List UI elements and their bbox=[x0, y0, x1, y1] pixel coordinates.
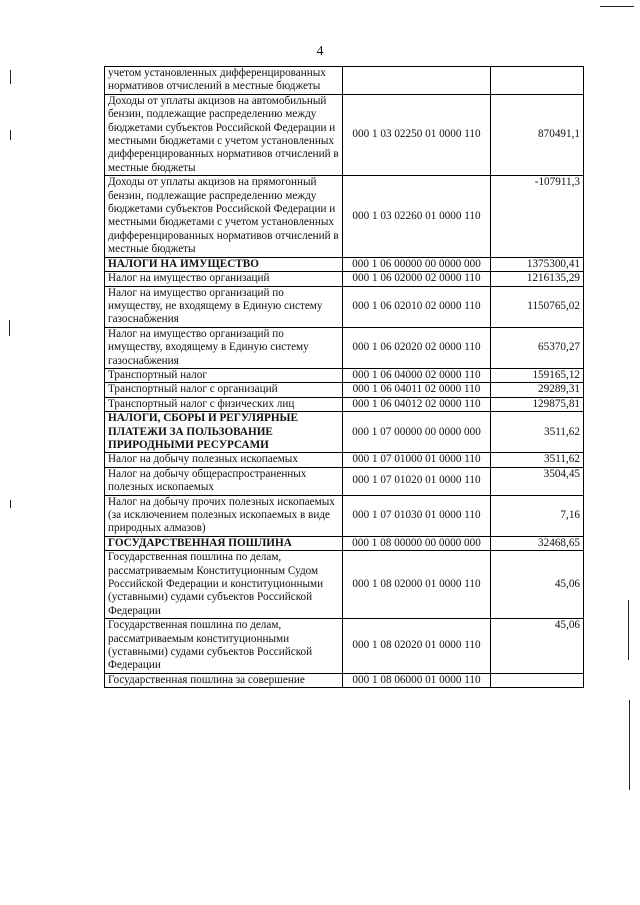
row-name: Налог на имущество организаций bbox=[105, 272, 343, 286]
scan-mark-left bbox=[10, 500, 11, 508]
row-name: Государственная пошлина по делам, рассматриваемым Конституционным Судом Российской Федерации и конституционными (уставными) судами субъектов Российской Федерации bbox=[105, 551, 343, 619]
table-row bbox=[105, 551, 584, 619]
table-row bbox=[105, 272, 584, 286]
row-code: 000 1 07 01020 01 0000 110 bbox=[343, 467, 491, 495]
row-code: 000 1 08 06000 01 0000 110 bbox=[343, 673, 491, 687]
row-amount: 159165,12 bbox=[491, 368, 584, 382]
revenue-table bbox=[104, 66, 584, 688]
row-amount: 45,06 bbox=[491, 619, 584, 674]
row-name: Налог на добычу общераспространенных полезных ископаемых bbox=[105, 467, 343, 495]
row-amount: -107911,3 bbox=[491, 176, 584, 257]
row-code: 000 1 06 04000 02 0000 110 bbox=[343, 368, 491, 382]
row-name: Доходы от уплаты акцизов на автомобильный бензин, подлежащие распределению между бюджетами субъектов Российской Федерации и местными бюджетами с учетом установленных дифференцированных нормативов отчислений в местные бюджеты bbox=[105, 94, 343, 175]
row-code: 000 1 03 02250 01 0000 110 bbox=[343, 94, 491, 175]
row-amount: 7,16 bbox=[491, 495, 584, 536]
scan-mark-left bbox=[10, 70, 11, 84]
row-code: 000 1 08 02020 01 0000 110 bbox=[343, 619, 491, 674]
row-code: 000 1 06 02020 02 0000 110 bbox=[343, 327, 491, 368]
page-number: 4 bbox=[316, 44, 324, 59]
row-amount: 870491,1 bbox=[491, 94, 584, 175]
row-code: 000 1 06 04012 02 0000 110 bbox=[343, 397, 491, 411]
row-name: Государственная пошлина по делам, рассматриваемым конституционными (уставными) судами субъектов Российской Федерации bbox=[105, 619, 343, 674]
row-amount: 32468,65 bbox=[491, 536, 584, 550]
row-amount: 45,06 bbox=[491, 551, 584, 619]
row-amount: 3511,62 bbox=[491, 412, 584, 453]
row-code: 000 1 06 04011 02 0000 110 bbox=[343, 383, 491, 397]
row-name: НАЛОГИ, СБОРЫ И РЕГУЛЯРНЫЕ ПЛАТЕЖИ ЗА ПОЛЬЗОВАНИЕ ПРИРОДНЫМИ РЕСУРСАМИ bbox=[105, 412, 343, 453]
row-amount: 129875,81 bbox=[491, 397, 584, 411]
table-row bbox=[105, 176, 584, 257]
row-code: 000 1 03 02260 01 0000 110 bbox=[343, 176, 491, 257]
row-amount: 3504,45 bbox=[491, 467, 584, 495]
table-row bbox=[105, 453, 584, 467]
row-code: 000 1 07 00000 00 0000 000 bbox=[343, 412, 491, 453]
row-code: 000 1 08 02000 01 0000 110 bbox=[343, 551, 491, 619]
scan-mark-corner bbox=[600, 6, 634, 7]
row-amount: 3511,62 bbox=[491, 453, 584, 467]
row-name: НАЛОГИ НА ИМУЩЕСТВО bbox=[105, 257, 343, 271]
table-row bbox=[105, 383, 584, 397]
row-amount: 29289,31 bbox=[491, 383, 584, 397]
row-amount: 1375300,41 bbox=[491, 257, 584, 271]
row-name: учетом установленных дифференцированных нормативов отчислений в местные бюджеты bbox=[105, 67, 343, 95]
row-amount: 1216135,29 bbox=[491, 272, 584, 286]
row-code: 000 1 06 02010 02 0000 110 bbox=[343, 286, 491, 327]
table-row bbox=[105, 619, 584, 674]
row-code bbox=[343, 67, 491, 95]
row-name: Транспортный налог bbox=[105, 368, 343, 382]
table-row bbox=[105, 368, 584, 382]
table-row bbox=[105, 94, 584, 175]
table-row bbox=[105, 495, 584, 536]
row-amount bbox=[491, 673, 584, 687]
row-amount bbox=[491, 67, 584, 95]
scan-mark-left bbox=[10, 130, 11, 140]
row-name: Транспортный налог с физических лиц bbox=[105, 397, 343, 411]
row-name: ГОСУДАРСТВЕННАЯ ПОШЛИНА bbox=[105, 536, 343, 550]
row-name: Налог на имущество организаций по имуществу, не входящему в Единую систему газоснабжения bbox=[105, 286, 343, 327]
scan-mark-right bbox=[629, 700, 630, 790]
row-code: 000 1 08 00000 00 0000 000 bbox=[343, 536, 491, 550]
row-code: 000 1 07 01000 01 0000 110 bbox=[343, 453, 491, 467]
row-code: 000 1 06 02000 02 0000 110 bbox=[343, 272, 491, 286]
row-code: 000 1 07 01030 01 0000 110 bbox=[343, 495, 491, 536]
table-row bbox=[105, 673, 584, 687]
row-code: 000 1 06 00000 00 0000 000 bbox=[343, 257, 491, 271]
row-name: Налог на добычу полезных ископаемых bbox=[105, 453, 343, 467]
table-row bbox=[105, 412, 584, 453]
table-row bbox=[105, 67, 584, 95]
row-name: Налог на имущество организаций по имуществу, входящему в Единую систему газоснабжения bbox=[105, 327, 343, 368]
scan-mark-left bbox=[9, 320, 10, 336]
row-name: Доходы от уплаты акцизов на прямогонный бензин, подлежащие распределению между бюджетами субъектов Российской Федерации и местными бюджетами с учетом установленных дифференцированных нормативов отчислений в местные бюджеты bbox=[105, 176, 343, 257]
row-name: Налог на добычу прочих полезных ископаемых (за исключением полезных ископаемых в виде природных алмазов) bbox=[105, 495, 343, 536]
row-name: Государственная пошлина за совершение bbox=[105, 673, 343, 687]
revenue-table-body bbox=[105, 67, 584, 688]
table-row bbox=[105, 327, 584, 368]
row-name: Транспортный налог с организаций bbox=[105, 383, 343, 397]
row-amount: 1150765,02 bbox=[491, 286, 584, 327]
table-row bbox=[105, 397, 584, 411]
table-row bbox=[105, 286, 584, 327]
scan-mark-right bbox=[628, 600, 629, 660]
table-row bbox=[105, 467, 584, 495]
row-amount: 65370,27 bbox=[491, 327, 584, 368]
table-row bbox=[105, 257, 584, 271]
table-row bbox=[105, 536, 584, 550]
